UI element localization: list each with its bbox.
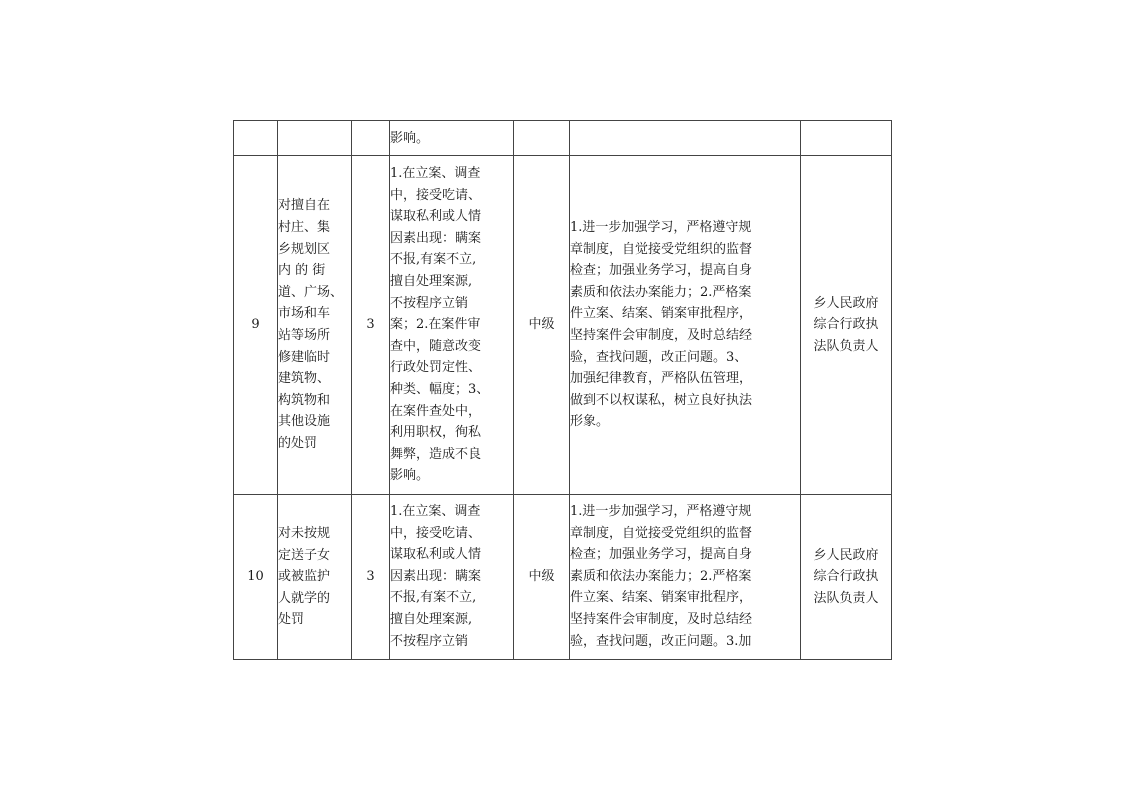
risk-cell: 1.在立案、调查 中，接受吃请、 谋取私利或人情 因素出现：瞒案 不报,有案不立, 擅自处理案源, 不按程序立销 案；2.在案件审 查中，随意改变 行政处罚定性、 种类、幅度；3、 在案件查处中， 利用职权，徇私 舞弊，造成不良 影响。 [390,156,514,495]
risk-control-table [233,120,892,660]
measures-cell: 1.进一步加强学习，严格遵守规 章制度，自觉接受党组织的监督 检查；加强业务学习，提高自身 素质和依法办案能力；2.严格案 件立案、结案、销案审批程序， 坚持案件会审制度，及时总结经 验，查找问题，改正问题。3、 加强纪律教育，严格队伍管理， 做到不以权谋私，树立良好执法 形象。 [570,156,801,495]
score-cell: 3 [352,495,390,660]
risk-cell [390,495,514,660]
owner-cell: 乡人民政府 综合行政执 法队负责人 [801,495,892,660]
row-number-cell: 10 [234,495,278,660]
level-cell: 中级 [514,495,570,660]
score-cell [352,121,390,156]
owner-cell: 乡人民政府 综合行政执 法队负责人 [801,156,892,495]
item-cell: 对未按规 定送子女 或被监护 人就学的 处罚 [278,495,352,660]
item-cell: 对擅自在 村庄、集 乡规划区 内 的 街 道、广场、 市场和车 站等场所 修建临时 建筑物、 构筑物和 其他设施 的处罚 [278,156,352,495]
level-cell [514,121,570,156]
table-row [234,121,892,156]
measures-cell [570,495,801,660]
item-cell [278,121,352,156]
score-cell: 3 [352,156,390,495]
row-number-cell [234,121,278,156]
risk-text: 1.在立案、调查 中，接受吃请、 谋取私利或人情 因素出现：瞒案 不报,有案不立, 擅自处理案源, 不按程序立销 [390,504,482,649]
table-row [234,495,892,660]
measures-text: 1.进一步加强学习，严格遵守规 章制度，自觉接受党组织的监督 检查；加强业务学习，提高自身 素质和依法办案能力；2.严格案 件立案、结案、销案审批程序， 坚持案件会审制度，及时总结经 验，查找问题，改正问题。3.加 [570,504,753,649]
level-cell: 中级 [514,156,570,495]
table-row [234,156,892,495]
row-number-cell: 9 [234,156,278,495]
owner-cell [801,121,892,156]
measures-cell [570,121,801,156]
risk-cell: 影响。 [390,121,514,156]
